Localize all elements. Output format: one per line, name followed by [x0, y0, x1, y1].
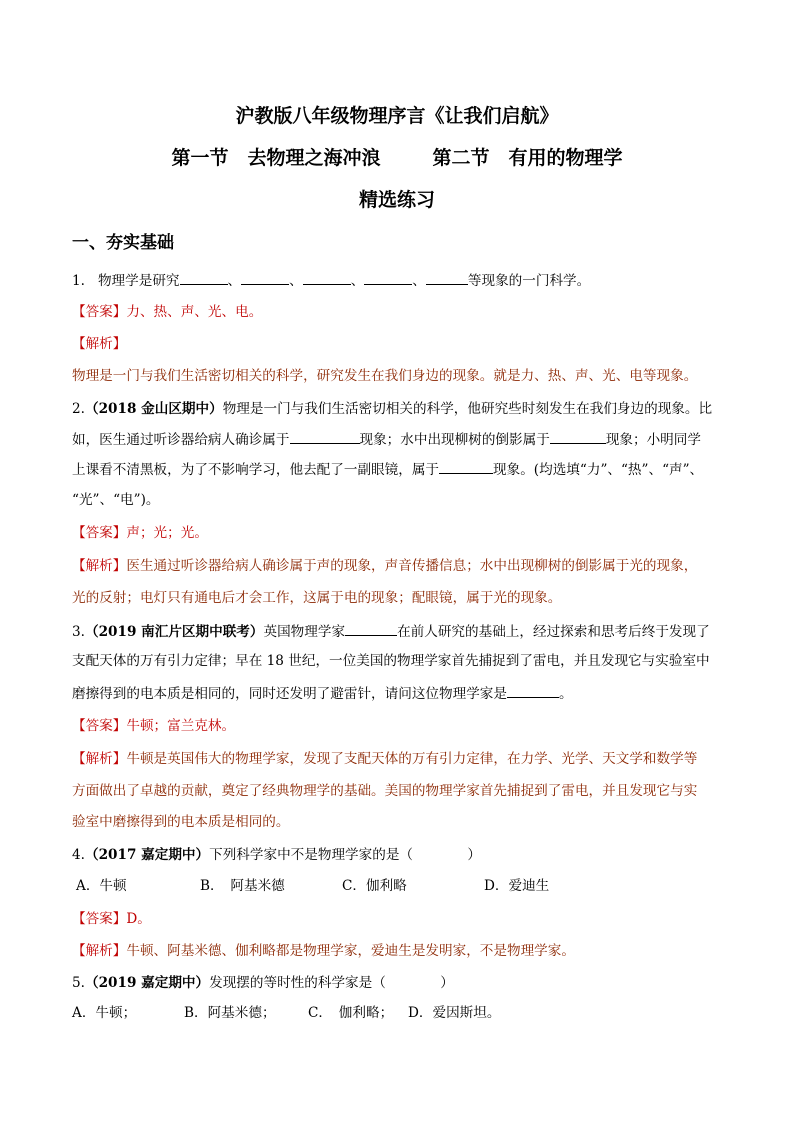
question-text: 现象；小明同学	[605, 432, 701, 448]
answer-line	[72, 909, 722, 929]
question-source: （2019 南汇片区期中联考）	[84, 624, 264, 640]
answer-text: 声；光；光。	[126, 525, 208, 541]
question-text: 如，医生通过听诊器给病人确诊属于	[72, 432, 290, 448]
question-2-line-2	[72, 429, 722, 450]
analysis-text: 医生通过听诊器给病人确诊属于声的现象，声音传播信息；水中出现柳树的倒影属于光的现象，	[126, 558, 698, 574]
answer-blank	[550, 429, 606, 444]
option-b: B．阿基米德；	[184, 1005, 276, 1021]
question-source: （2017 嘉定期中）	[84, 847, 210, 863]
question-5	[72, 973, 722, 993]
question-text: 在前人研究的基础上，经过探索和思考后终于发现了	[397, 624, 710, 640]
answer-label: 【答案】	[72, 304, 127, 320]
separator: 、	[227, 273, 242, 289]
option-a: A．牛顿	[76, 878, 127, 894]
answer-blank	[364, 270, 412, 285]
option-c: C． 伽利略；	[308, 1005, 394, 1021]
question-text: 发现摆的等时性的科学家是（ ）	[209, 975, 454, 991]
question-text: 等现象的一门科学。	[467, 273, 591, 289]
question-3-line-2: 支配天体的万有引力定律；早在 18 世纪，一位美国的物理学家首先捕捉到了雷电，并且发现它与实验室中	[72, 653, 710, 669]
separator: 、	[350, 273, 365, 289]
answer-blank	[507, 683, 559, 698]
option-c: C．伽利略	[342, 878, 407, 894]
answer-blank	[180, 270, 228, 285]
subtitle-section-two: 第二节 有用的物理学	[432, 147, 623, 169]
question-text: 。	[559, 686, 573, 702]
question-number: 5.	[72, 975, 85, 991]
answer-line	[72, 302, 722, 322]
option-b: B． 阿基米德	[200, 878, 285, 894]
analysis-line	[72, 941, 722, 961]
answer-line	[72, 716, 722, 736]
question-2-line-1	[72, 399, 722, 419]
question-number: 1.	[72, 273, 85, 289]
answer-text: 牛顿；富兰克林。	[126, 718, 236, 734]
separator: 、	[412, 273, 426, 289]
analysis-line	[72, 749, 722, 769]
question-source: （2018 金山区期中）	[84, 401, 223, 417]
option-d: D．爱因斯坦。	[408, 1005, 501, 1021]
document-subtitle	[0, 146, 794, 170]
document-title: 沪教版八年级物理序言《让我们启航》	[235, 105, 559, 127]
analysis-label: 【解析】	[72, 336, 127, 352]
analysis-text: 方面做出了卓越的贡献，奠定了经典物理学的基础。美国的物理学家首先捕捉到了雷电，并且发现它与实	[72, 783, 698, 799]
analysis-line	[72, 556, 722, 576]
answer-blank	[290, 429, 360, 444]
answer-text: D。	[126, 911, 151, 927]
analysis-text: 光的反射；电灯只有通电后才会工作，这属于电的现象；配眼镜，属于光的现象。	[72, 590, 562, 606]
answer-label: 【答案】	[72, 525, 127, 541]
subtitle-section-one: 第一节 去物理之海冲浪	[171, 147, 381, 169]
question-number: 2.	[72, 401, 85, 417]
question-3-line-1	[72, 621, 722, 642]
answer-line	[72, 523, 722, 543]
document-subtitle-practice: 精选练习	[358, 189, 435, 211]
analysis-label: 【解析】	[72, 751, 127, 767]
question-number: 4.	[72, 847, 85, 863]
question-2-line-4: “光”、“电”)。	[72, 492, 160, 508]
section-heading: 一、夯实基础	[72, 233, 174, 253]
question-text: 磨擦得到的电本质是相同的，同时还发明了避雷针，请问这位物理学家是	[72, 686, 507, 702]
analysis-text: 物理是一门与我们生活密切相关的科学，研究发生在我们身边的现象。就是力、热、声、光、电等现象。	[72, 368, 698, 384]
analysis-label: 【解析】	[72, 943, 127, 959]
analysis-label: 【解析】	[72, 558, 127, 574]
separator: 、	[289, 273, 303, 289]
answer-blank	[345, 621, 397, 636]
analysis-text: 牛顿、阿基米德、伽利略都是物理学家，爱迪生是发明家，不是物理学家。	[126, 943, 575, 959]
question-text: 下列科学家中不是物理学家的是（ ）	[209, 847, 481, 863]
question-2-line-3	[72, 459, 722, 480]
question-text: 英国物理学家	[263, 624, 346, 640]
answer-blank	[439, 459, 493, 474]
question-text: 物理学是研究	[97, 273, 180, 289]
analysis-label-line	[72, 334, 722, 354]
question-text: 现象；水中出现柳树的倒影属于	[359, 432, 550, 448]
answer-label: 【答案】	[72, 718, 127, 734]
question-text: 上课看不清黑板，为了不影响学习，他去配了一副眼镜，属于	[72, 462, 440, 478]
answer-blank	[426, 270, 468, 285]
question-text: 物理是一门与我们生活密切相关的科学，他研究些时刻发生在我们身边的现象。比	[222, 401, 713, 417]
question-text: 现象。(均选填“力”、“热”、“声”、	[493, 462, 704, 478]
question-source: （2019 嘉定期中）	[84, 975, 210, 991]
answer-blank	[241, 270, 289, 285]
question-1	[72, 270, 722, 291]
answer-text: 力、热、声、光、电。	[126, 304, 263, 320]
question-3-line-3	[72, 683, 722, 704]
analysis-text: 验室中磨擦得到的电本质是相同的。	[72, 814, 290, 830]
answer-blank	[303, 270, 351, 285]
question-number: 3.	[72, 624, 85, 640]
answer-label: 【答案】	[72, 911, 127, 927]
analysis-text: 牛顿是英国伟大的物理学家，发现了支配天体的万有引力定律，在力学、光学、天文学和数学等	[126, 751, 698, 767]
question-4	[72, 845, 722, 865]
option-a: A．牛顿；	[72, 1005, 137, 1021]
option-d: D．爱迪生	[484, 878, 550, 894]
